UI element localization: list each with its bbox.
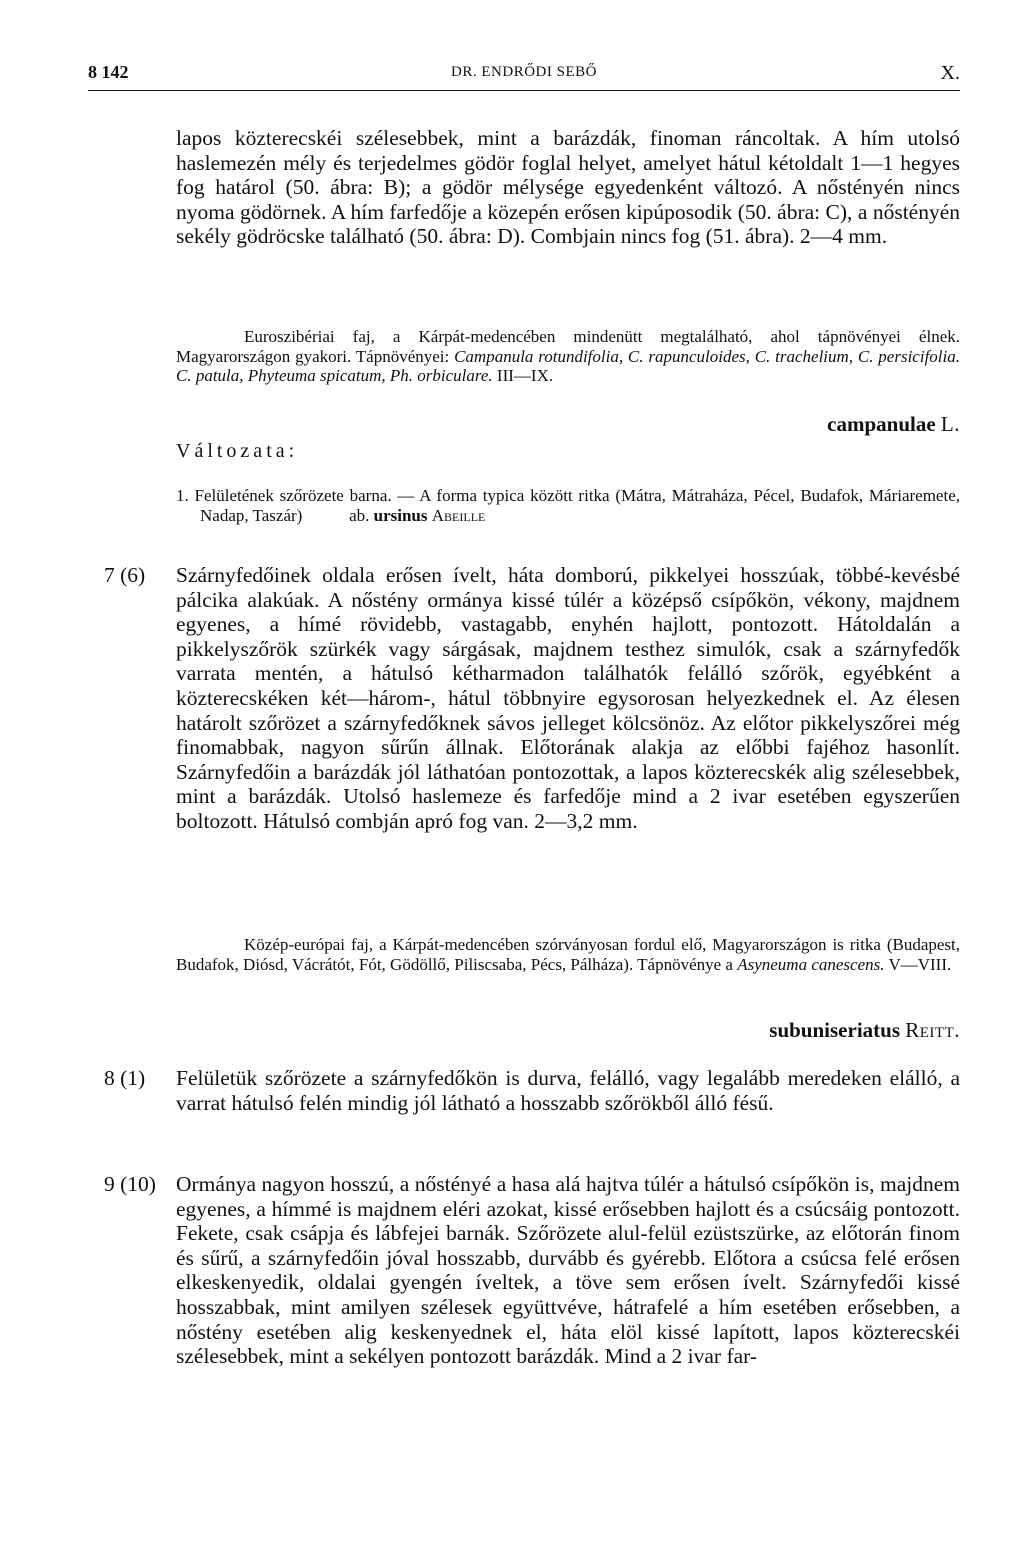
distribution-text: Euroszibériai faj, a Kárpát-medencében mindenütt megtalálható, ahol tápnövényei élnek. Magyarországon gyakori. Tápnövényei: — [176, 327, 960, 366]
activity-months: V—VIII. — [884, 954, 952, 974]
couplet-7-text: Szárnyfedőinek oldala erősen ívelt, háta domború, pikkelyei hosszúak, többé-kevésbé pálcika alakúak. A nőstény ormánya kissé túlér a középső csípőkön, vékony, majdnem egyenes, a hímé rövidebb, vastagabb, enyhén hajlott, pontozott. Hátoldalán a pikkelyszőrök szürkék vagy sárgásak, majdnem testhez simulók, csak a szárnyfedők varrata mentén, a hátulsó kétharmadon találhatók felálló szőrök, egyébként a közterecskéken két—három-, hátul többnyire egysorosan helyezkednek el. Az élesen határolt szőrözet a szárnyfedőknek sávos jelleget kölcsönöz. Az előtor pikkelyszőrei még finomabbak, nagyon sűrűn állnak. Előtorának alakja az előbbi fajéhoz hasonlít. Szárnyfedőin a barázdák jól láthatóan pontozottak, a lapos közterecskék alig szélesebbek, mint a barázdák. Utolsó haslemeze és farfedője mind a 2 ivar esetében egyszerűen boltozott. Hátulsó combján apró fog van. 2—3,2 mm. — [176, 563, 960, 833]
description-paragraph: lapos közterecskéi szélesebbek, mint a barázdák, finoman ráncoltak. A hím utolsó haslemezén mély és terjedelmes gödör foglal helyet, amelyet hátul kétoldalt 1—1 hegyes fog határol (50. ábra: B); a gödör mélysége egyedenként változó. A nőstényén nincs nyoma gödörnek. A hím farfedője a közepén erősen kipúposodik (50. ábra: C), a nőstényén sekély gödröcske található (50. ábra: D). Combjain nincs fog (51. ábra). 2—4 mm. — [176, 126, 960, 249]
running-title: DR. ENDRŐDI SEBŐ — [451, 64, 597, 80]
aberration-name: ursinus — [373, 505, 428, 525]
distribution-paragraph-1 — [176, 327, 960, 386]
species-name-campanulae — [827, 412, 960, 437]
species-name-subuniseriatus — [769, 1018, 960, 1043]
couplet-number-7: 7 (6) — [104, 563, 146, 587]
species-author: L. — [940, 412, 960, 436]
page-number: 8 142 — [88, 62, 129, 82]
running-header — [88, 62, 960, 91]
variety-heading: Változata: — [176, 440, 299, 462]
distribution-paragraph-2 — [176, 935, 960, 974]
couplet-8-text: Felületük szőrözete a szárnyfedőkön is durva, felálló, vagy legalább meredeken elálló, a varrat hátulsó felén mindig jól látható a hosszabb szőrökből álló fésű. — [176, 1066, 960, 1115]
variety-entry — [176, 486, 960, 525]
species-epithet: subuniseriatus — [769, 1018, 900, 1042]
distribution-text: Közép-európai faj, a Kárpát-medencében szórványosan fordul elő, Magyarországon is ritka (Budapest, Budafok, Diósd, Vácrátót, Fót, Gödöllő, Piliscsaba, Pécs, Pálháza). Tápnövénye a — [176, 935, 960, 974]
aberration-abbrev: ab. — [349, 505, 370, 525]
aberration-author: Abeille — [431, 505, 486, 525]
couplet-number-9: 9 (10) — [104, 1172, 156, 1196]
variety-text: 1. Felületének szőrözete barna. — A forma typica között ritka (Mátra, Mátraháza, Pécel, Budafok, Máriaremete, Nadap, Taszár) — [176, 486, 960, 525]
host-plant: Asyneuma canescens. — [737, 954, 885, 974]
species-author: Reitt. — [905, 1018, 960, 1042]
species-epithet: campanulae — [827, 412, 936, 436]
activity-months: III—IX. — [492, 366, 554, 385]
couplet-number-8: 8 (1) — [104, 1066, 146, 1090]
couplet-9-text: Ormánya nagyon hosszú, a nőstényé a hasa alá hajtva túlér a hátulsó csípőkön is, majdnem egyenes, a hímmé is majdnem eléri azokat, kissé erősebben hajlott és a csúcsáig pontozott. Fekete, csak csápja és lábfejei barnák. Szőrözete alul-felül ezüstszürke, az előtorán finom és sűrű, a szárnyfedőin jóval hosszabb, durvább és gyérebb. Előtora a csúcsa felé erősen elkeskenyedik, oldalai gyengén íveltek, a töve sem erősen ívelt. Szárnyfedői kissé hosszabbak, mint amilyen szélesek együttvéve, hátrafelé a hím esetében erősebben, a nőstény esetében alig keskenyednek el, háta elöl kissé lapított, lapos közterecskéi szélesebbek, mint a sekélyen pontozott barázdák. Mind a 2 ivar far- — [176, 1172, 960, 1369]
host-plants: Campanula rotundifolia, C. rapunculoides, C. trachelium, C. persicifolia. C. patula, Phyteuma spicatum, Ph. orbiculare. — [176, 346, 960, 385]
volume-number: X. — [940, 62, 960, 84]
